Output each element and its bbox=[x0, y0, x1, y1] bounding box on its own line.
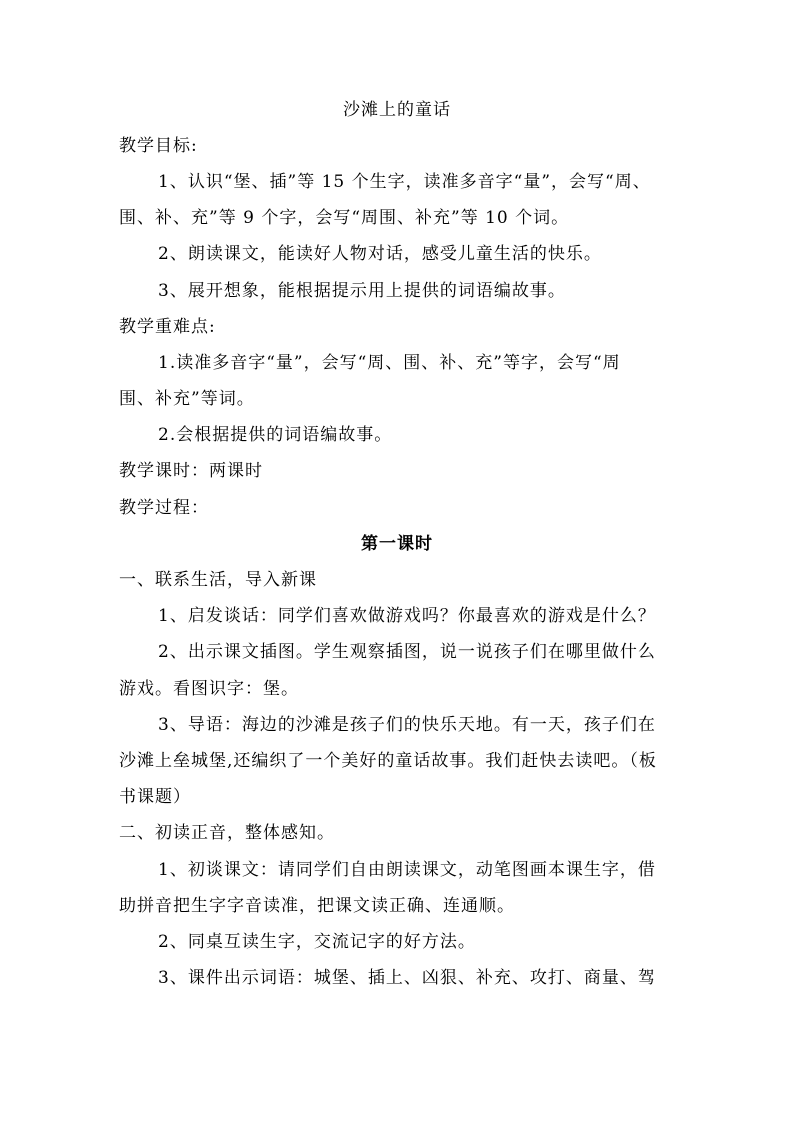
objective-3: 3、展开想象，能根据提示用上提供的词语编故事。 bbox=[158, 281, 566, 301]
section-2-paragraph-1-line-1: 1、初谈课文：请同学们自由朗读课文，动笔图画本课生字，借 bbox=[158, 860, 656, 880]
key-point-1-line-1: 1.读准多音字“量”，会写“周、围、补、充”等字，会写“周 bbox=[158, 353, 621, 373]
process-heading: 教学过程： bbox=[119, 498, 209, 518]
objectives-heading: 教学目标: bbox=[119, 136, 198, 156]
objective-2: 2、朗读课文，能读好人物对话，感受儿童生活的快乐。 bbox=[158, 244, 602, 264]
section-1-heading: 一、联系生活，导入新课 bbox=[119, 570, 317, 590]
section-2-paragraph-3: 3、课件出示词语：城堡、插上、凶狠、补充、攻打、商量、驾 bbox=[158, 968, 656, 988]
section-2-heading: 二、初读正音，整体感知。 bbox=[119, 823, 335, 843]
document-title: 沙滩上的童话 bbox=[343, 100, 451, 120]
lesson-1-heading: 第一课时 bbox=[361, 534, 433, 554]
section-2-paragraph-1-line-2: 助拼音把生字字音读准，把课文读正确、连通顺。 bbox=[119, 896, 515, 916]
section-1-paragraph-3-line-1: 3、导语：海边的沙滩是孩子们的快乐天地。有一天，孩子们在 bbox=[158, 715, 656, 735]
key-points-heading: 教学重难点: bbox=[119, 317, 216, 337]
objective-1-line-2: 围、补、充”等 9 个字，会写“周围、补充”等 10 个词。 bbox=[119, 208, 570, 228]
section-1-paragraph-1: 1、启发谈话：同学们喜欢做游戏吗？你最喜欢的游戏是什么？ bbox=[158, 606, 656, 626]
class-hours: 教学课时：两课时 bbox=[119, 461, 263, 481]
section-1-paragraph-2-line-1: 2、出示课文插图。学生观察插图，说一说孩子们在哪里做什么 bbox=[158, 642, 656, 662]
section-1-paragraph-3-line-2: 沙滩上垒城堡,还编织了一个美好的童话故事。我们赶快去读吧。（板 bbox=[119, 751, 657, 771]
key-point-1-line-2: 围、补充”等词。 bbox=[119, 389, 255, 409]
section-2-paragraph-2: 2、同桌互读生字，交流记字的好方法。 bbox=[158, 932, 476, 952]
section-1-paragraph-2-line-2: 游戏。看图识字：堡。 bbox=[119, 679, 299, 699]
objective-1-line-1: 1、认识“堡、插”等 15 个生字，读准多音字“量”，会写“周、 bbox=[158, 172, 651, 192]
key-point-2: 2.会根据提供的词语编故事。 bbox=[158, 425, 393, 445]
section-1-paragraph-3-line-3: 书课题） bbox=[119, 787, 191, 807]
